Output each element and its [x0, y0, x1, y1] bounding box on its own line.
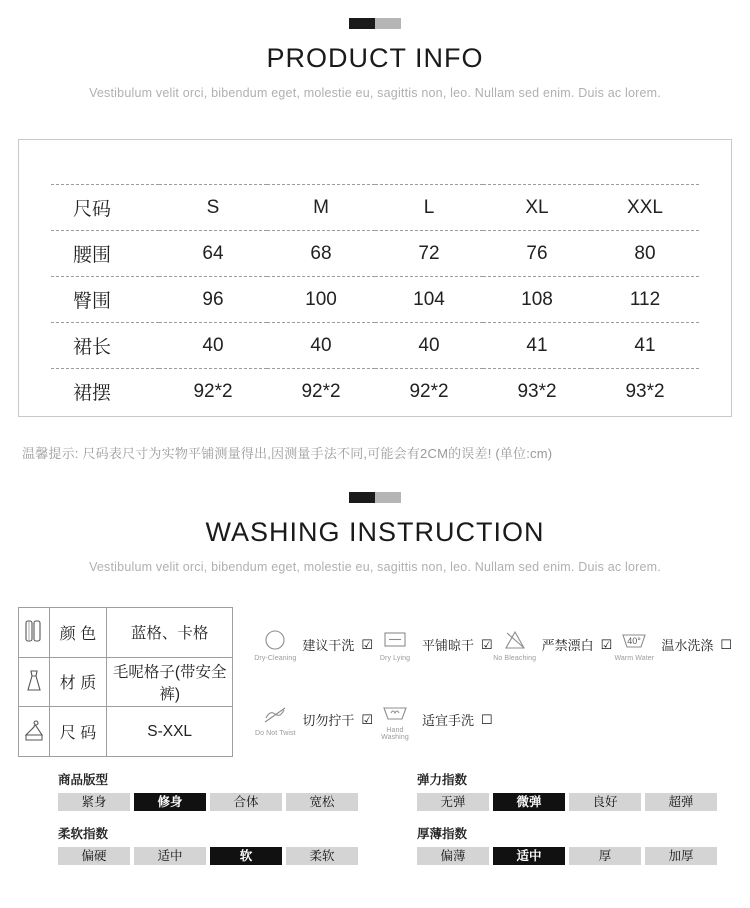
- index-option-selected[interactable]: 微弹: [493, 793, 565, 811]
- attribute-value: 毛呢格子(带安全裤): [107, 657, 233, 707]
- row-label: 腰围: [51, 231, 159, 277]
- dry-cleaning-icon: [253, 627, 297, 662]
- index-option[interactable]: 紧身: [58, 793, 130, 811]
- index-option[interactable]: 厚: [569, 847, 641, 865]
- icon-caption: Dry Lying: [379, 655, 411, 662]
- header-cell: 尺码: [51, 185, 159, 231]
- index-option-selected[interactable]: 软: [210, 847, 282, 865]
- index-options: [417, 847, 750, 865]
- svg-text:40°: 40°: [627, 636, 642, 646]
- table-cell: 108: [483, 277, 591, 323]
- table-cell: 92*2: [301, 380, 341, 402]
- index-title: 商品版型: [58, 773, 109, 787]
- washing-symbol-no-bleaching: [493, 607, 613, 682]
- table-cell: 92*2: [193, 380, 233, 402]
- attribute-key: 尺 码: [50, 707, 107, 757]
- table-cell: 80: [591, 231, 699, 277]
- row-label: 裙长: [51, 323, 159, 369]
- index-option[interactable]: 无弹: [417, 793, 489, 811]
- icon-caption: Dry-Cleaning: [254, 655, 297, 662]
- attribute-value: S-XXL: [107, 707, 233, 757]
- index-option[interactable]: 良好: [569, 793, 641, 811]
- attribute-row-material: [19, 657, 233, 707]
- washing-symbol-warm-water: [612, 607, 732, 682]
- table-row: [51, 231, 699, 277]
- symbol-checkbox[interactable]: ☑: [600, 636, 613, 652]
- dress-icon: [19, 657, 50, 707]
- table-cell: 40: [267, 323, 375, 369]
- table-row: [51, 323, 699, 369]
- indices-right-column: [375, 770, 750, 878]
- index-option[interactable]: 超弹: [645, 793, 717, 811]
- table-cell: 92*2: [409, 380, 449, 402]
- index-title: 柔软指数: [58, 827, 109, 841]
- index-option[interactable]: 合体: [210, 793, 282, 811]
- no-bleaching-icon: [493, 627, 537, 662]
- washing-subtitle: Vestibulum velit orci, bibendum eget, molestie eu, sagittis non, leo. Nullam sed enim. Duis ac lorem.: [89, 560, 661, 574]
- index-group-fit: [58, 770, 375, 811]
- symbol-label: 温水洗涤: [661, 638, 714, 653]
- attribute-key: 材 质: [50, 657, 107, 707]
- header-cell: M: [267, 185, 375, 231]
- index-options: [58, 847, 375, 865]
- washing-symbol-hand-washing: [373, 682, 493, 757]
- table-cell: 93*2: [517, 380, 557, 402]
- index-group-elasticity: [417, 770, 750, 811]
- washing-symbol-do-not-twist: [253, 682, 373, 757]
- hand-washing-icon: [373, 699, 417, 741]
- table-cell: 100: [267, 277, 375, 323]
- table-cell: 64: [159, 231, 267, 277]
- washing-symbol-dry-lying: [373, 607, 493, 682]
- icon-caption: Hand Washing: [381, 726, 409, 741]
- table-cell: 72: [375, 231, 483, 277]
- attribute-row-size: [19, 707, 233, 757]
- symbol-checkbox[interactable]: ☐: [481, 711, 493, 727]
- row-label: 裙摆: [73, 383, 112, 404]
- table-cell: 68: [267, 231, 375, 277]
- marker-gray-block: [375, 492, 401, 503]
- table-header-row: [51, 185, 699, 231]
- washing-symbol-dry-cleaning: [253, 607, 373, 682]
- product-info-title: PRODUCT INFO: [266, 43, 484, 73]
- dry-lying-icon: [373, 627, 417, 662]
- header-cell: XL: [483, 185, 591, 231]
- washing-title: WASHING INSTRUCTION: [205, 517, 545, 547]
- index-title: 厚薄指数: [417, 827, 468, 841]
- index-option-selected[interactable]: 修身: [134, 793, 206, 811]
- row-label: 臀围: [51, 277, 159, 323]
- index-option[interactable]: 宽松: [286, 793, 358, 811]
- fabric-swatch-icon: [19, 608, 50, 658]
- table-cell: 112: [591, 277, 699, 323]
- size-chart-table: [51, 184, 699, 414]
- hanger-icon: [19, 707, 50, 757]
- do-not-twist-icon: [253, 702, 297, 737]
- header-cell: S: [159, 185, 267, 231]
- index-title: 弹力指数: [417, 773, 468, 787]
- indices-left-column: [0, 770, 375, 878]
- index-option[interactable]: 加厚: [645, 847, 717, 865]
- table-cell: 41: [483, 323, 591, 369]
- icon-caption: Do Not Twist: [254, 730, 296, 737]
- table-cell: 40: [375, 323, 483, 369]
- symbol-label: 切勿拧干: [302, 713, 355, 728]
- symbol-label: 严禁漂白: [541, 638, 594, 653]
- symbol-checkbox[interactable]: ☑: [481, 636, 493, 652]
- index-option[interactable]: 偏硬: [58, 847, 130, 865]
- symbol-checkbox[interactable]: ☐: [720, 636, 732, 652]
- index-options: [58, 793, 375, 811]
- index-group-thickness: [417, 824, 750, 865]
- icon-caption: Warm Water: [614, 655, 655, 662]
- washing-symbols-grid: [233, 607, 732, 757]
- header-cell: XXL: [591, 185, 699, 231]
- symbol-checkbox[interactable]: ☑: [361, 711, 373, 727]
- marker-gray-block: [375, 18, 401, 29]
- index-option-selected[interactable]: 适中: [493, 847, 565, 865]
- warm-water-icon: [612, 627, 656, 662]
- attribute-row-color: [19, 608, 233, 658]
- index-option[interactable]: 适中: [134, 847, 206, 865]
- table-row: [51, 369, 699, 415]
- product-info-subtitle: Vestibulum velit orci, bibendum eget, molestie eu, sagittis non, leo. Nullam sed enim. Duis ac lorem.: [89, 86, 661, 100]
- attribute-value: 蓝格、卡格: [107, 608, 233, 658]
- icon-caption: No Bleaching: [493, 655, 537, 662]
- table-cell: 40: [159, 323, 267, 369]
- symbol-label: 平铺晾干: [421, 638, 474, 653]
- index-options: [417, 793, 750, 811]
- size-measurement-tip: 温馨提示: 尺码表尺寸为实物平铺测量得出,因测量手法不同,可能会有2CM的误差! (单位:cm): [22, 446, 553, 461]
- size-chart-box: [18, 139, 732, 417]
- header-cell: L: [375, 185, 483, 231]
- washing-panel: [18, 607, 732, 757]
- table-cell: 76: [483, 231, 591, 277]
- index-group-softness: [58, 824, 375, 865]
- section-marker-product: [0, 18, 750, 29]
- index-option[interactable]: 偏薄: [417, 847, 489, 865]
- symbol-label: 适宜手洗: [421, 713, 474, 728]
- index-option[interactable]: 柔软: [286, 847, 358, 865]
- symbol-label: 建议干洗: [302, 638, 355, 653]
- attributes-table: [18, 607, 233, 757]
- symbol-checkbox[interactable]: ☑: [361, 636, 373, 652]
- marker-black-block: [349, 18, 375, 29]
- table-cell: 41: [591, 323, 699, 369]
- section-marker-washing: [0, 492, 750, 503]
- indices-section: [0, 770, 750, 878]
- table-row: [51, 277, 699, 323]
- table-cell: 96: [159, 277, 267, 323]
- marker-black-block: [349, 492, 375, 503]
- table-cell: 93*2: [625, 380, 665, 402]
- attribute-key: 颜 色: [50, 608, 107, 658]
- table-cell: 104: [375, 277, 483, 323]
